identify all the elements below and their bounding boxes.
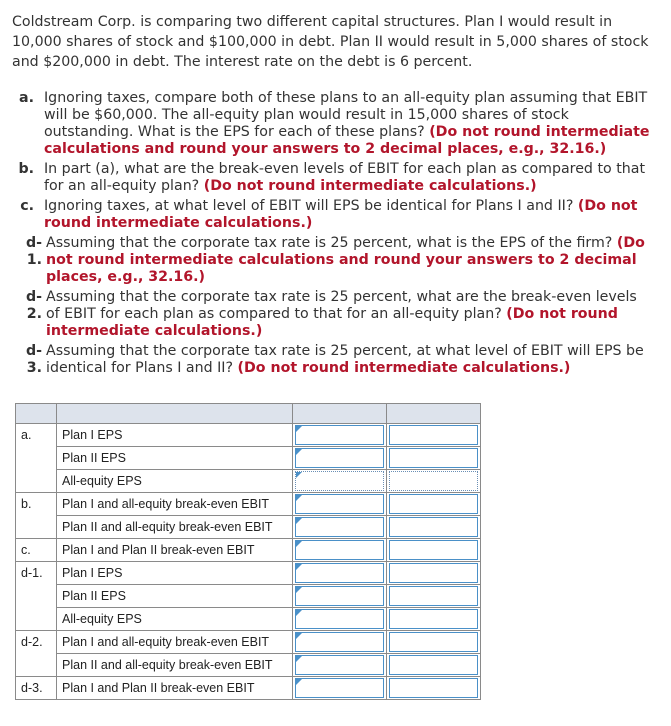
table-row [16,447,481,470]
row-label: All-equity EPS [57,470,293,493]
part-label [16,447,57,470]
table-row [16,516,481,539]
row-label: Plan I EPS [57,562,293,585]
question-text: In part (a), what are the break-even levels of EBIT for each plan as compared to that for an all-equity plan? [44,161,646,194]
question-hint: (Do not round intermediate calculations and round your answers to 2 decimal places, e.g., 32.16.) [46,235,645,285]
question-label: c. [20,198,34,214]
row-label: All-equity EPS [57,608,293,631]
table-row [16,654,481,677]
input-marker-icon [296,449,302,455]
part-label [16,470,57,493]
part-label: b. [16,493,57,516]
question-hint: (Do not round intermediate calculations.) [203,178,537,194]
answer-input-secondary[interactable] [389,586,478,606]
input-marker-icon [296,633,302,639]
question-text: Assuming that the corporate tax rate is 25 percent, at what level of EBIT will EPS be identical for Plans I and II? [46,343,644,376]
answer-input[interactable] [295,563,384,583]
row-label: Plan I and Plan II break-even EBIT [57,539,293,562]
table-row [16,608,481,631]
part-label [16,516,57,539]
part-label: c. [16,539,57,562]
question-label: d-3. [25,343,42,376]
input-marker-icon [296,656,302,662]
answer-input[interactable] [295,448,384,468]
row-label: Plan I EPS [57,424,293,447]
answer-input[interactable] [295,517,384,537]
answer-input[interactable] [295,609,384,629]
input-marker-icon [296,472,302,478]
input-marker-icon [296,518,302,524]
question-label: a. [19,90,34,106]
question-hint: (Do not round intermediate calculations.) [44,198,638,231]
input-marker-icon [296,495,302,501]
question-d1 [12,235,652,286]
answer-input[interactable] [295,632,384,652]
answer-input-secondary[interactable] [389,563,478,583]
table-row [16,470,481,493]
answer-input[interactable] [295,540,384,560]
question-label: d-1. [25,235,42,268]
question-list [12,90,652,377]
input-marker-icon [296,426,302,432]
table-row [16,585,481,608]
table-row [16,677,481,700]
row-label: Plan I and all-equity break-even EBIT [57,631,293,654]
question-d2 [12,289,652,340]
answer-input-secondary[interactable] [389,425,478,445]
answer-input-secondary[interactable] [389,540,478,560]
table-row [16,631,481,654]
answer-input[interactable] [295,586,384,606]
row-label: Plan I and all-equity break-even EBIT [57,493,293,516]
question-text: Assuming that the corporate tax rate is 25 percent, what is the EPS of the firm? [46,235,617,251]
answer-input-secondary[interactable] [389,609,478,629]
row-label: Plan II EPS [57,585,293,608]
question-text: Ignoring taxes, compare both of these plans to an all-equity plan assuming that EBIT will be $60,000. The all-equity plan would result in 15,000 shares of stock outstanding. What is the EPS for each of these plans? [44,90,648,140]
part-label: a. [16,424,57,447]
table-row [16,539,481,562]
row-label: Plan II and all-equity break-even EBIT [57,654,293,677]
row-label: Plan II EPS [57,447,293,470]
answer-input[interactable] [295,471,384,491]
question-text: Ignoring taxes, at what level of EBIT will EPS be identical for Plans I and II? [44,198,578,214]
answer-table [15,403,481,700]
question-text: Assuming that the corporate tax rate is 25 percent, what are the break-even levels of EBIT for each plan as compared to that for an all-equity plan? [46,289,637,322]
answer-input[interactable] [295,425,384,445]
part-label [16,585,57,608]
answer-input[interactable] [295,494,384,514]
question-hint: (Do not round intermediate calculations and round your answers to 2 decimal places, e.g., 32.16.) [44,124,650,157]
input-marker-icon [296,587,302,593]
input-marker-icon [296,610,302,616]
question-b [12,161,652,195]
row-label: Plan I and Plan II break-even EBIT [57,677,293,700]
answer-input-secondary[interactable] [389,678,478,698]
table-row [16,424,481,447]
part-label: d-1. [16,562,57,585]
table-row [16,493,481,516]
answer-input-secondary[interactable] [389,494,478,514]
question-label: b. [18,161,34,177]
part-label: d-2. [16,631,57,654]
answer-input-secondary[interactable] [389,517,478,537]
problem-intro: Coldstream Corp. is comparing two different capital structures. Plan I would result in 10,000 shares of stock and $100,000 in debt. Plan II would result in 5,000 shares of stock and $200,000 in debt. The interest rate on the debt is 6 percent. [12,14,649,70]
input-marker-icon [296,541,302,547]
part-label: d-3. [16,677,57,700]
answer-input-secondary[interactable] [389,655,478,675]
question-hint: (Do not round intermediate calculations.) [46,306,618,339]
table-row [16,562,481,585]
input-marker-icon [296,679,302,685]
answer-input-secondary[interactable] [389,632,478,652]
table-header [16,404,481,424]
question-label: d-2. [25,289,42,322]
question-a [12,90,652,158]
question-c [12,198,652,232]
part-label [16,654,57,677]
answer-input-secondary[interactable] [389,471,478,491]
input-marker-icon [296,564,302,570]
row-label: Plan II and all-equity break-even EBIT [57,516,293,539]
answer-input-secondary[interactable] [389,448,478,468]
answer-input[interactable] [295,655,384,675]
answer-input[interactable] [295,678,384,698]
question-d3 [12,343,652,377]
part-label [16,608,57,631]
question-hint: (Do not round intermediate calculations.) [237,360,571,376]
